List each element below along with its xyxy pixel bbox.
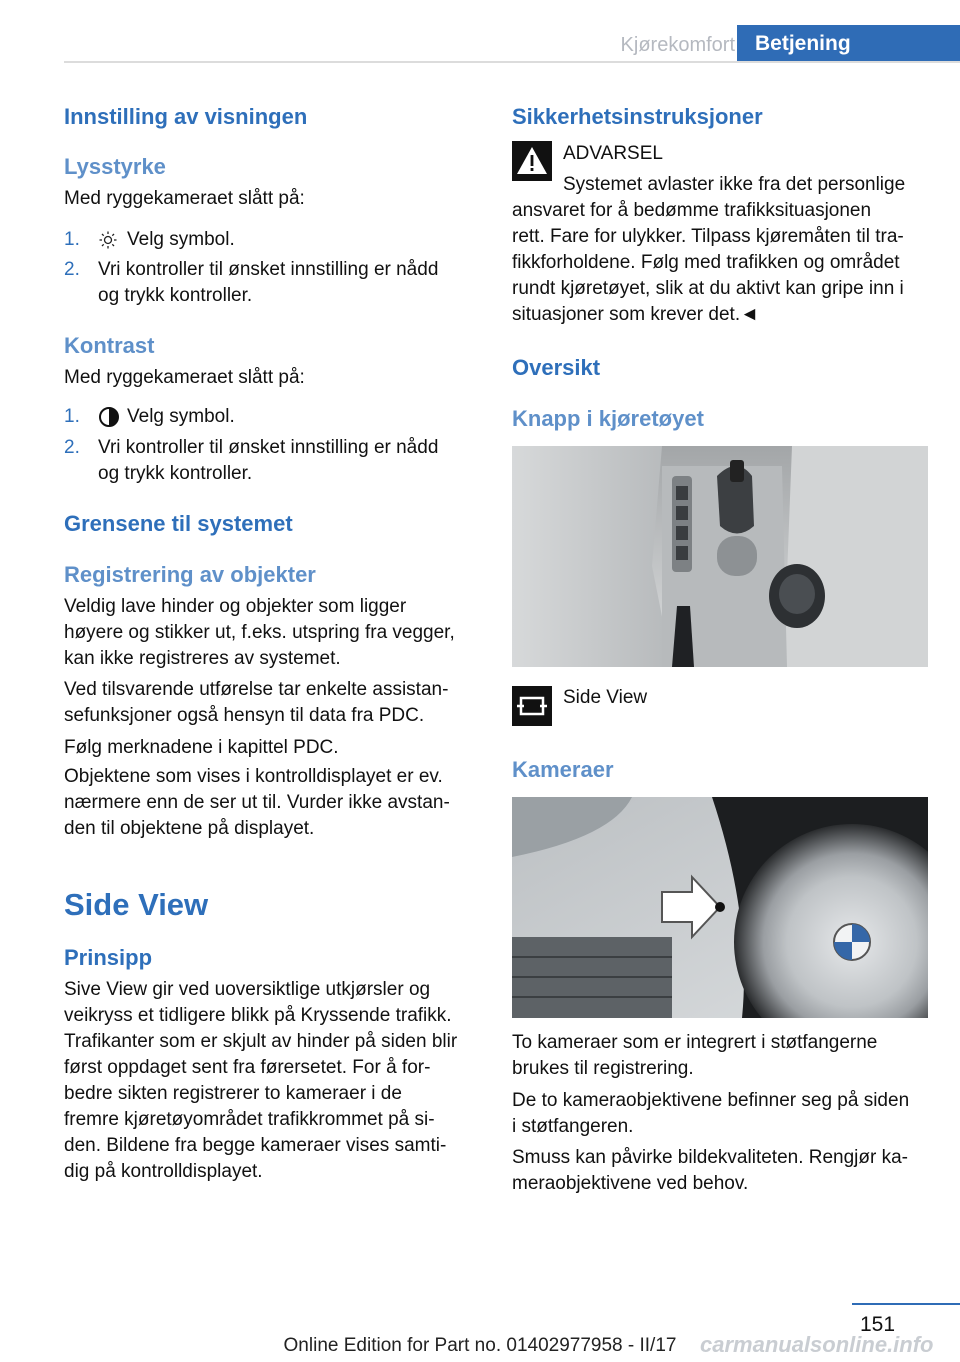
- step-text: Vri kontroller til ønsket innstilling er nådd: [98, 259, 439, 280]
- brightness-icon: [98, 230, 118, 250]
- side-view-button-icon: [512, 686, 552, 726]
- heading-innstilling: Innstilling av visningen: [64, 104, 308, 129]
- step-text-cont: og trykk kontroller.: [98, 463, 253, 484]
- paragraph-limits-1: Veldig lave hinder og objekter som ligger høyere og stikker ut, f.eks. utspring fra vegger, kan ikke registreres av systemet.: [64, 596, 455, 669]
- side-view-button-label: Side View: [563, 687, 648, 708]
- step-text: Velg symbol.: [127, 406, 235, 427]
- heading-kontrast: Kontrast: [64, 333, 155, 358]
- kontrast-intro: Med ryggekameraet slått på:: [64, 367, 305, 388]
- heading-grensene: Grensene til systemet: [64, 511, 293, 536]
- footer-divider: [852, 1303, 960, 1305]
- heading-oversikt: Oversikt: [512, 355, 601, 380]
- contrast-icon: [98, 406, 120, 428]
- paragraph-limits-3: Følg merknadene i kapittel PDC.: [64, 737, 339, 758]
- heading-knapp: Knapp i kjøretøyet: [512, 406, 704, 431]
- header-divider: [64, 61, 960, 63]
- paragraph-kameraer-2: De to kameraobjektivene befinner seg på siden i støtfangeren.: [512, 1090, 910, 1137]
- paragraph-kameraer-3: Smuss kan påvirke bildekvaliteten. Rengjør ka‐ meraobjektivene ved behov.: [512, 1147, 909, 1194]
- header-prev-tab[interactable]: Kjørekomfort: [620, 34, 735, 56]
- console-photo: [512, 446, 928, 667]
- step-number: 1.: [64, 229, 80, 250]
- heading-prinsipp: Prinsipp: [64, 945, 153, 970]
- step-number: 2.: [64, 437, 80, 458]
- page-number: 151: [860, 1313, 896, 1336]
- warning-icon: [512, 141, 552, 181]
- paragraph-prinsipp: Sive View gir ved uoversiktlige utkjørsler og veikryss et tidligere blikk på Kryssende trafikk. Trafikanter som er skjult av hinder på siden blir først oppdaget sent fra førersetet. For å for‐ bedre sikten registrerer to kameraer i de fremre kjøretøyområdet trafikkrommet på si‐ den. Bildene fra begge kameraer vises samti‐ dig på kontrolldisplayet.: [64, 979, 458, 1182]
- heading-sikkerhet: Sikkerhetsinstruksjoner: [512, 104, 763, 129]
- warning-line: Systemet avlaster ikke fra det personlige: [563, 174, 906, 195]
- watermark: carmanualsonline.info: [700, 1332, 934, 1357]
- paragraph-limits-4: Objektene som vises i kontrolldisplayet er ev. nærmere enn de ser ut til. Vurder ikke avstan‐ den til objektene på displayet.: [64, 766, 450, 839]
- warning-title: ADVARSEL: [563, 143, 663, 164]
- step-number: 2.: [64, 259, 80, 280]
- heading-side-view: Side View: [64, 887, 209, 922]
- step-number: 1.: [64, 406, 80, 427]
- heading-lysstyrke: Lysstyrke: [64, 154, 166, 179]
- warning-text: ansvaret for å bedømme trafikksituasjonen rett. Fare for ulykker. Tilpass kjøremåten til tra‐ fikkforholdene. Følg med trafikken og området rundt kjøretøyet, slik at du aktivt kan gripe inn i situasjoner som krever det.◄: [512, 200, 904, 325]
- paragraph-kameraer-1: To kameraer som er integrert i støtfangerne brukes til registrering.: [512, 1032, 878, 1079]
- header-current-tab[interactable]: Betjening: [737, 25, 960, 63]
- step-text: Velg symbol.: [127, 229, 235, 250]
- step-text-cont: og trykk kontroller.: [98, 285, 253, 306]
- heading-kameraer: Kameraer: [512, 757, 614, 782]
- step-text: Vri kontroller til ønsket innstilling er nådd: [98, 437, 439, 458]
- lysstyrke-intro: Med ryggekameraet slått på:: [64, 188, 305, 209]
- footer-edition: Online Edition for Part no. 01402977958 - II/17: [283, 1335, 677, 1356]
- paragraph-limits-2: Ved tilsvarende utførelse tar enkelte assistan‐ sefunksjoner også hensyn til data fra PDC.: [64, 679, 449, 726]
- bumper-photo: [512, 797, 928, 1018]
- heading-registrering: Registrering av objekter: [64, 562, 316, 587]
